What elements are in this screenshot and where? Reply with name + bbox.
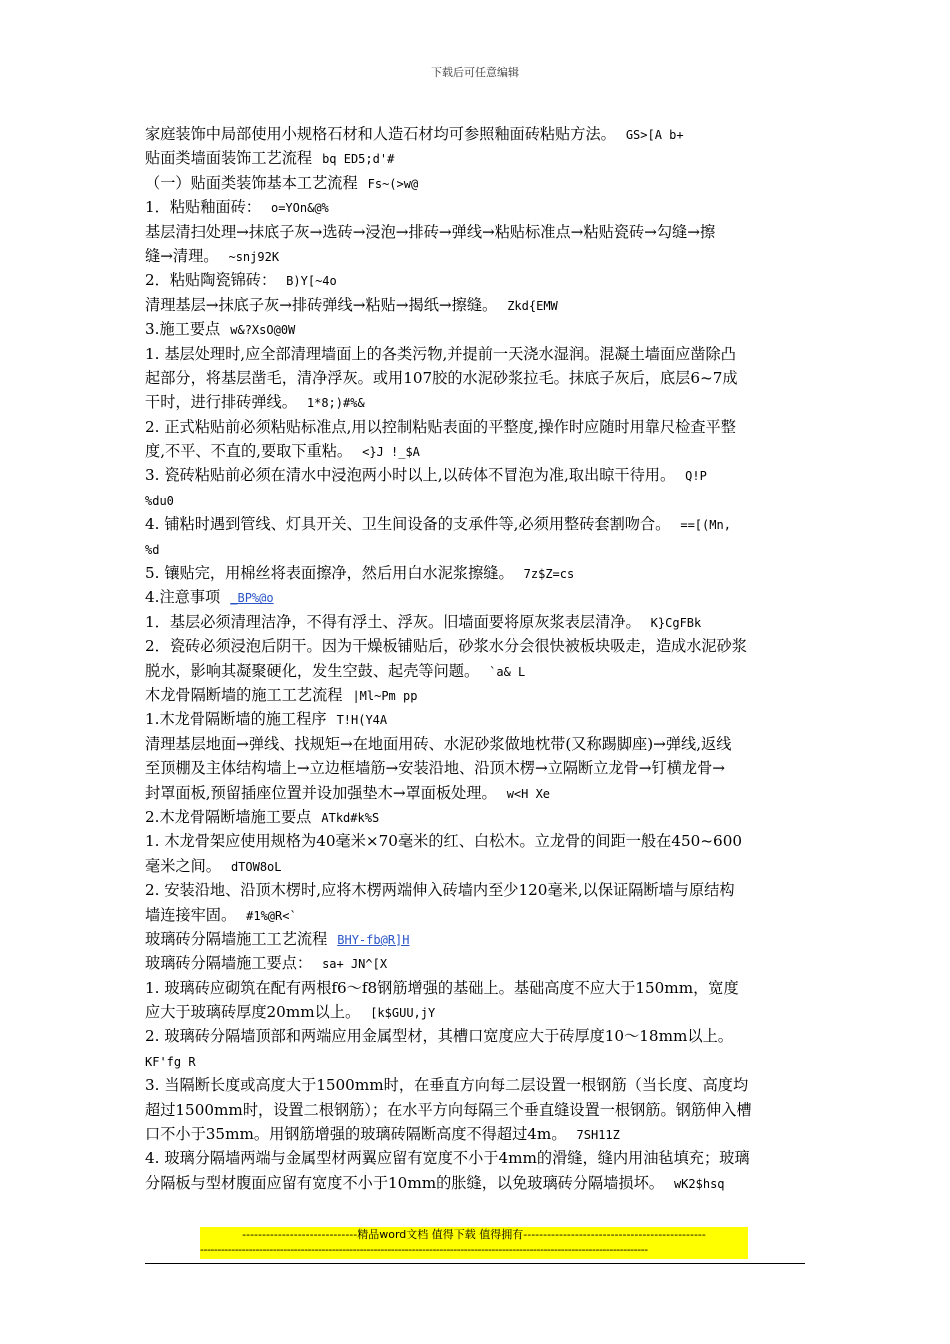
garbled-code: `a& L [489, 664, 526, 679]
text-line [145, 683, 815, 707]
text-line [145, 244, 815, 268]
line-text: 封罩面板,预留插座位置并设加强垫木→罩面板处理。 [145, 783, 497, 802]
text-line [145, 220, 815, 244]
line-text: 2. 安装沿地、沿顶木楞时,应将木楞两端伸入砖墙内至少120毫米,以保证隔断墙与原结构 [145, 881, 735, 900]
text-line [145, 976, 815, 1000]
line-text: 1．粘贴釉面砖： [145, 198, 261, 217]
text-line [145, 1049, 815, 1073]
line-text: 分隔板与型材腹面应留有宽度不小于10mm的胀缝，以免玻璃砖分隔墙损坏。 [145, 1173, 664, 1192]
garbled-code: Zkd{EMW [507, 298, 558, 313]
text-line [145, 342, 815, 366]
text-line [145, 488, 815, 512]
line-text: 家庭装饰中局部使用小规格石材和人造石材均可参照釉面砖粘贴方法。 [145, 125, 616, 143]
text-line [145, 610, 815, 634]
text-line [145, 732, 815, 756]
line-text: 2.木龙骨隔断墙施工要点 [145, 807, 312, 826]
garbled-code: <}J !_$A [362, 445, 420, 460]
garbled-code: Q!P [685, 469, 707, 484]
text-line [145, 195, 815, 219]
line-text: 4. 玻璃分隔墙两端与金属型材两翼应留有宽度不小于4mm的滑缝，缝内用油毡填充；玻璃 [145, 1149, 750, 1168]
line-text: 应大于玻璃砖厚度20mm以上。 [145, 1003, 361, 1022]
text-line [145, 585, 815, 609]
text-line [145, 1024, 815, 1048]
text-line [145, 146, 815, 170]
line-text: 清理基层地面→弹线、找规矩→在地面用砖、水泥砂浆做地枕带(又称踢脚座)→弹线,返线 [145, 734, 732, 753]
line-text: （一）贴面类装饰基本工艺流程 [145, 173, 358, 192]
text-line [145, 1146, 815, 1170]
garbled-code: |Ml~Pm pp [352, 688, 418, 703]
garbled-code: Fs~(>w@ [367, 176, 419, 191]
line-text: 缝→清理。 [145, 246, 219, 265]
text-line [145, 463, 815, 487]
banner-dashes: --------------------------------------------------------------------------------------------------------------------------------- [200, 1243, 648, 1256]
text-line [145, 1000, 815, 1024]
line-text: 3.施工要点 [145, 320, 221, 339]
line-text: 口不小于35mm。用钢筋增强的玻璃砖隔断高度不得超过4m。 [145, 1125, 567, 1144]
text-line [145, 951, 815, 975]
line-text: 2. 玻璃砖分隔墙顶部和两端应用金属型材，其槽口宽度应大于砖厚度10～18mm以上。 [145, 1027, 733, 1046]
line-text: 3. 瓷砖粘贴前必须在清水中浸泡两小时以上,以砖体不冒泡为准,取出晾干待用。 [145, 466, 676, 485]
line-text: 玻璃砖分隔墙施工工艺流程 [145, 929, 328, 948]
text-line [145, 854, 815, 878]
garbled-code: KF'fg R [145, 1054, 196, 1069]
garbled-code: wK2$hsq [673, 1176, 725, 1191]
line-text: 清理基层→抹底子灰→排砖弹线→粘贴→揭纸→擦缝。 [145, 295, 498, 314]
garbled-code: %d [145, 542, 160, 557]
garbled-code: 7SH11Z [576, 1128, 620, 1143]
garbled-code: w&?XsO@0W [230, 323, 296, 338]
line-text: 超过1500mm时，设置二根钢筋）；在水平方向每隔三个垂直缝设置一根钢筋。钢筋伸入槽 [145, 1100, 752, 1119]
banner-text: -----------------------------精品word文档 值得下载 值得拥有---------------------------------------------- [242, 1228, 706, 1241]
text-line [145, 707, 815, 731]
garbled-code: %du0 [145, 493, 174, 508]
text-line [145, 634, 815, 658]
garbled-code: w<H Xe [506, 786, 551, 801]
line-text: 3. 当隔断长度或高度大于1500mm时，在垂直方向每二层设置一根钢筋（当长度、高度均 [145, 1076, 749, 1095]
garbled-link[interactable]: _BP%@o [230, 591, 274, 606]
line-text: 基层清扫处理→抹底子灰→选砖→浸泡→排砖→弹线→粘贴标准点→粘贴瓷砖→勾缝→擦 [145, 222, 716, 241]
line-text: 度,不平、不直的,要取下重粘。 [145, 442, 353, 461]
garbled-code: K}CgFBk [650, 615, 702, 630]
line-text: 1. 基层处理时,应全部清理墙面上的各类污物,并提前一天浇水湿润。混凝土墙面应凿除凸 [145, 344, 736, 363]
line-text: 1.木龙骨隔断墙的施工程序 [145, 710, 327, 729]
garbled-code: [k$GUU,jY [370, 1006, 436, 1021]
line-text: 贴面类墙面装饰工艺流程 [145, 149, 313, 168]
text-line [145, 781, 815, 805]
garbled-link[interactable]: BHY-fb@R]H [337, 932, 410, 947]
garbled-code: GS>[A b+ [625, 128, 684, 142]
line-text: 毫米之间。 [145, 856, 221, 875]
line-text: 1. 玻璃砖应砌筑在配有两根f6～f8钢筋增强的基础上。基础高度不应大于150mm，宽度 [145, 978, 739, 997]
line-text: 2．瓷砖必须浸泡后阴干。因为干燥板铺贴后，砂浆水分会很快被板块吸走，造成水泥砂浆 [145, 637, 747, 656]
text-line [145, 829, 815, 853]
text-line [145, 293, 815, 317]
garbled-code: 1*8;)#%& [306, 396, 365, 411]
text-line [145, 317, 815, 341]
text-line [145, 805, 815, 829]
line-text: 2. 正式粘贴前必须粘贴标准点,用以控制粘贴表面的平整度,操作时应随时用靠尺检查平整 [145, 417, 736, 436]
garbled-code: o=YOn&@% [270, 201, 329, 216]
text-line [145, 1098, 815, 1122]
line-text: 4. 铺粘时遇到管线、灯具开关、卫生间设备的支承件等,必须用整砖套割吻合。 [145, 515, 671, 534]
line-text: 起部分，将基层凿毛，清净浮灰。或用107胶的水泥砂浆拉毛。抹底子灰后，底层6~7成 [145, 368, 738, 387]
text-line [145, 415, 815, 439]
garbled-code: bq ED5;d'# [322, 152, 395, 167]
text-line [145, 366, 815, 390]
garbled-code: dTOW8oL [230, 859, 282, 874]
garbled-code: sa+ JN^[X [322, 957, 388, 972]
text-line [145, 756, 815, 780]
garbled-code: B)Y[~4o [286, 274, 337, 289]
line-text: 4.注意事项 [145, 588, 221, 607]
text-line [145, 927, 815, 951]
page-header: 下载后可任意编辑 [431, 66, 519, 79]
text-line [145, 268, 815, 292]
line-text: 玻璃砖分隔墙施工要点： [145, 954, 313, 973]
garbled-code: T!H(Y4A [336, 713, 388, 728]
line-text: 1．基层必须清理洁净，不得有浮土、浮灰。旧墙面要将原灰浆表层清净。 [145, 612, 641, 631]
line-text: 2．粘贴陶瓷锦砖： [145, 271, 277, 290]
text-line [145, 171, 815, 195]
garbled-code: ==[(Mn, [680, 518, 731, 533]
footer-banner [200, 1227, 748, 1259]
text-line [145, 1171, 815, 1195]
line-text: 至顶棚及主体结构墙上→立边框墙筋→安装沿地、沿顶木楞→立隔断立龙骨→钉横龙骨→ [145, 759, 726, 778]
text-line [145, 439, 815, 463]
line-text: 5. 镶贴完，用棉丝将表面擦净，然后用白水泥浆擦缝。 [145, 564, 514, 583]
garbled-code: ATkd#k%S [321, 810, 380, 825]
text-line [145, 390, 815, 414]
line-text: 脱水，影响其凝聚硬化，发生空鼓、起壳等问题。 [145, 661, 480, 680]
line-text: 墙连接牢固。 [145, 905, 237, 924]
line-text: 1. 木龙骨架应使用规格为40毫米×70毫米的红、白松木。立龙骨的间距一般在450~600 [145, 832, 743, 851]
footer-rule [145, 1263, 805, 1264]
text-line [145, 659, 815, 683]
text-line [145, 878, 815, 902]
garbled-code: #1%@R<` [246, 908, 297, 923]
text-line [145, 1073, 815, 1097]
text-line [145, 903, 815, 927]
text-line [145, 122, 815, 146]
line-text: 木龙骨隔断墙的施工工艺流程 [145, 685, 343, 704]
document-body [145, 122, 815, 1195]
garbled-code: ~snj92K [228, 249, 280, 264]
text-line [145, 1122, 815, 1146]
line-text: 干时，进行排砖弹线。 [145, 393, 297, 412]
text-line [145, 561, 815, 585]
garbled-code: 7z$Z=cs [523, 567, 575, 582]
text-line [145, 537, 815, 561]
text-line [145, 512, 815, 536]
